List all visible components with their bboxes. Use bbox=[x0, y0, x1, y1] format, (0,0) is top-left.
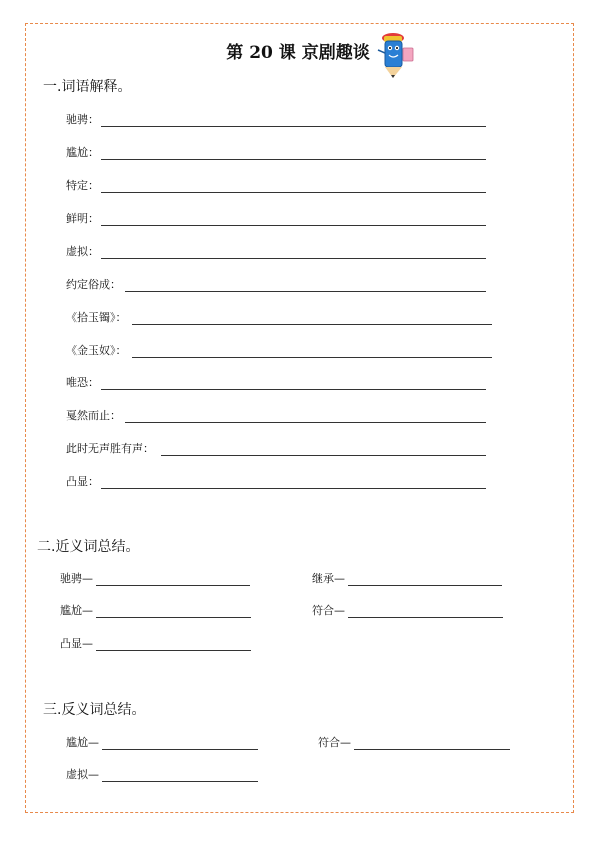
term-label: 《拾玉镯》： bbox=[66, 311, 127, 324]
answer-line[interactable] bbox=[354, 749, 510, 750]
section2-heading: 二.近义词总结。 bbox=[37, 539, 140, 555]
definition-row bbox=[66, 407, 486, 423]
pencil-mascot-icon bbox=[372, 28, 418, 80]
answer-line[interactable] bbox=[101, 126, 486, 127]
term-label: 凸显— bbox=[60, 637, 93, 650]
term-label: 《金玉奴》： bbox=[66, 344, 127, 357]
synonym-row bbox=[312, 570, 502, 586]
answer-line[interactable] bbox=[101, 488, 486, 489]
answer-line[interactable] bbox=[348, 617, 503, 618]
answer-line[interactable] bbox=[96, 650, 251, 651]
term-label: 唯恐： bbox=[66, 376, 99, 389]
term-label: 虚拟— bbox=[66, 768, 99, 781]
term-label: 尴尬— bbox=[60, 604, 93, 617]
answer-line[interactable] bbox=[101, 389, 486, 390]
answer-line[interactable] bbox=[96, 585, 250, 586]
definition-row bbox=[66, 309, 492, 325]
definition-row bbox=[66, 243, 486, 259]
antonym-row bbox=[318, 734, 510, 750]
definition-row bbox=[66, 276, 486, 292]
synonym-row bbox=[60, 570, 250, 586]
term-label: 符合— bbox=[312, 604, 345, 617]
synonym-row bbox=[60, 635, 251, 651]
answer-line[interactable] bbox=[101, 159, 486, 160]
term-label: 约定俗成： bbox=[66, 278, 121, 291]
term-label: 驰骋： bbox=[66, 113, 99, 126]
term-label: 此时无声胜有声： bbox=[66, 442, 154, 455]
definition-row bbox=[66, 144, 486, 160]
answer-line[interactable] bbox=[132, 357, 492, 358]
answer-line[interactable] bbox=[125, 422, 486, 423]
answer-line[interactable] bbox=[161, 455, 486, 456]
term-label: 鲜明： bbox=[66, 212, 99, 225]
term-label: 继承— bbox=[312, 572, 345, 585]
term-label: 尴尬： bbox=[66, 146, 99, 159]
definition-row bbox=[66, 210, 486, 226]
antonym-row bbox=[66, 734, 258, 750]
answer-line[interactable] bbox=[125, 291, 486, 292]
answer-line[interactable] bbox=[102, 781, 258, 782]
answer-line[interactable] bbox=[96, 617, 251, 618]
term-label: 特定： bbox=[66, 179, 99, 192]
synonym-row bbox=[60, 602, 251, 618]
definition-row bbox=[66, 440, 486, 456]
term-label: 虚拟： bbox=[66, 245, 99, 258]
answer-line[interactable] bbox=[101, 258, 486, 259]
definition-row bbox=[66, 374, 486, 390]
term-label: 戛然而止： bbox=[66, 409, 121, 422]
term-label: 驰骋— bbox=[60, 572, 93, 585]
answer-line[interactable] bbox=[101, 225, 486, 226]
section1-heading: 一.词语解释。 bbox=[43, 79, 132, 95]
antonym-row bbox=[66, 766, 258, 782]
section3-heading: 三.反义词总结。 bbox=[43, 702, 146, 718]
answer-line[interactable] bbox=[132, 324, 492, 325]
answer-line[interactable] bbox=[348, 585, 502, 586]
definition-row bbox=[66, 473, 486, 489]
definition-row bbox=[66, 111, 486, 127]
answer-line[interactable] bbox=[102, 749, 258, 750]
term-label: 尴尬— bbox=[66, 736, 99, 749]
term-label: 符合— bbox=[318, 736, 351, 749]
page-title: 第 20 课 京剧趣谈 bbox=[226, 43, 370, 63]
term-label: 凸显： bbox=[66, 475, 99, 488]
definition-row bbox=[66, 177, 486, 193]
definition-row bbox=[66, 342, 492, 358]
answer-line[interactable] bbox=[101, 192, 486, 193]
synonym-row bbox=[312, 602, 503, 618]
